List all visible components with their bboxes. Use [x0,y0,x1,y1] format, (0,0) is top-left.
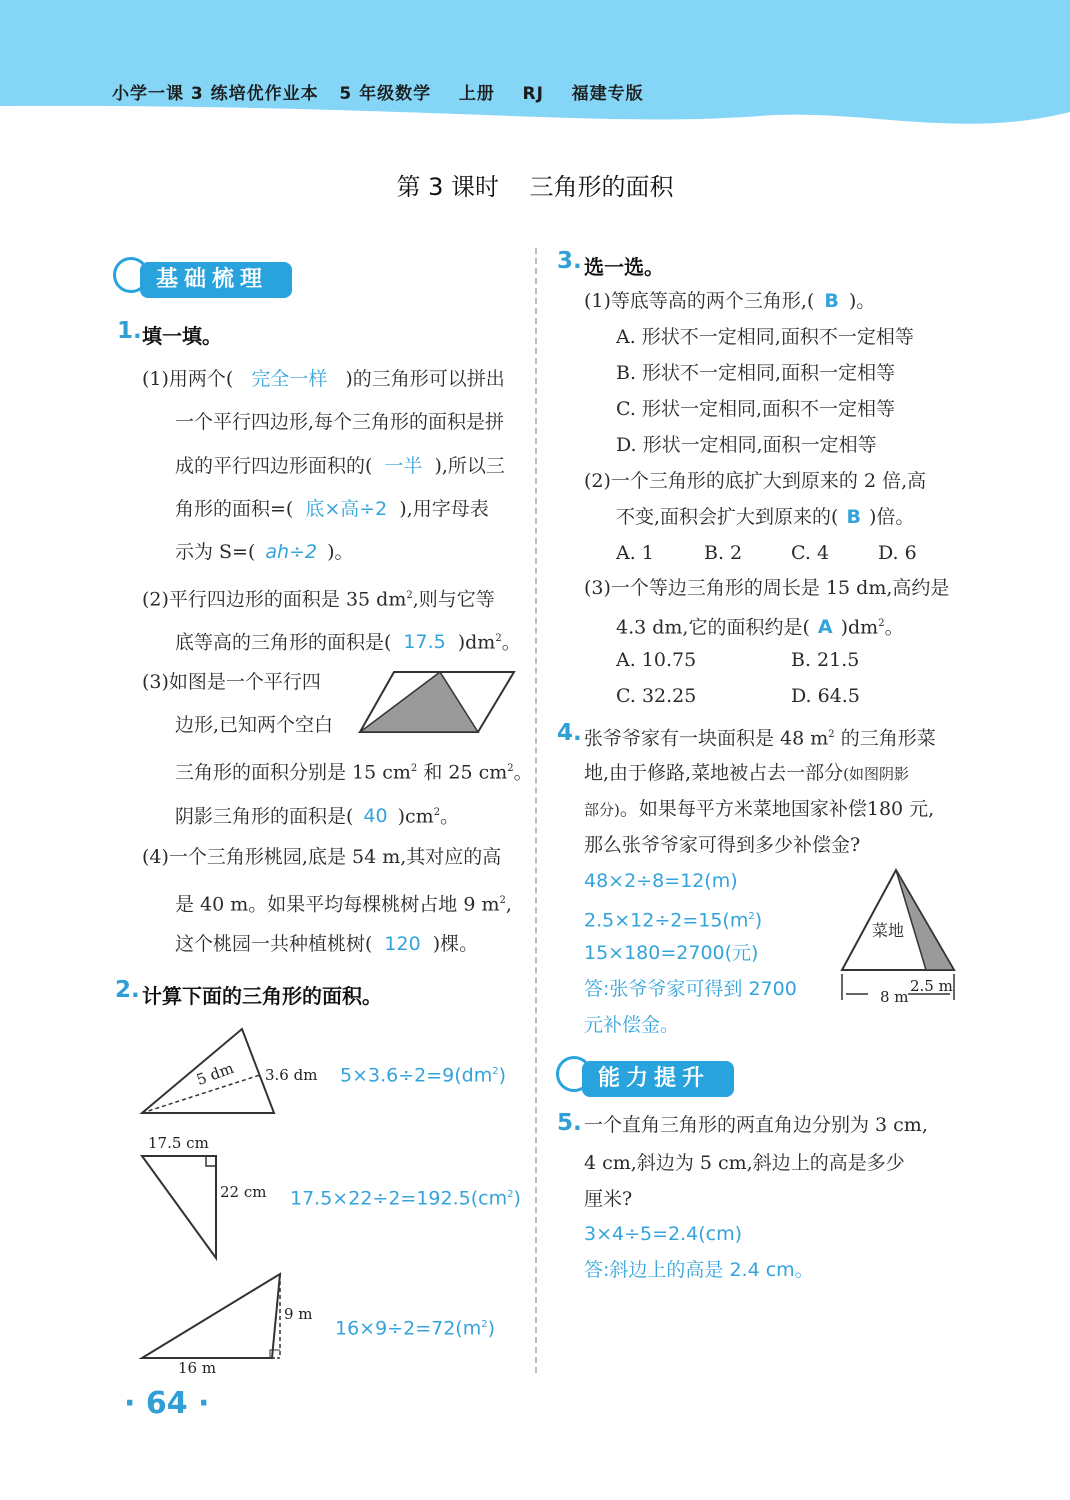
answer: 答:张爷爷家可得到 2700 [584,978,797,1000]
q1-line: 阴影三角形的面积是( 40 )$cm^2$。 [175,805,460,828]
header-text: 小学一课 3 练培优作业本 5 年级数学 上册 RJ 福建专版 [112,84,644,104]
section-banner-advance [582,1061,734,1097]
q3-option: A. 10.75 [616,649,697,671]
section-title-basic: 基础梳理 [156,267,269,292]
answer: ah÷2 [265,541,318,563]
answer: 元补偿金。 [584,1014,680,1036]
q1-line: (4)一个三角形桃园,底是 54 m,其对应的高 [142,846,502,868]
answer: 15×180=2700(元) [584,942,759,964]
q1-line: (3)如图是一个平行四 [142,671,321,693]
q3-option: D. 6 [878,542,917,564]
section-banner-basic [140,262,292,298]
answer: $17.5\times 22\div 2=192.5(cm^2)$ [290,1187,521,1210]
question-number: 4. [557,720,582,746]
q1-line: 示为 S=( ah÷2 )。 [175,541,354,563]
q1-line: (1)用两个( 完全一样 )的三角形可以拼出 [142,368,505,390]
question-number: 3. [557,248,582,274]
q5-line: 一个直角三角形的两直角边分别为 3 cm, [584,1114,928,1136]
q3-option: A. 1 [616,542,654,564]
question-heading: 计算下面的三角形的面积。 [142,984,382,1008]
q1-line: 三角形的面积分别是 15 $cm^2$ 和 25 $cm^2$。 [175,761,533,784]
answer: $16\times 9\div 2=72(m^2)$ [335,1317,496,1340]
dimension-label: 9 m [284,1305,313,1323]
q3-line: 4.3 dm,它的面积约是( A )$dm^2$。 [616,616,904,639]
page-title: 第 3 课时 三角形的面积 [396,173,674,201]
dimension-label: 3.6 dm [265,1066,318,1084]
q4-line: 部分)。如果每平方米菜地国家补偿180 元, [584,798,935,820]
q3-option: B. 2 [704,542,743,564]
dimension-label: 17.5 cm [148,1134,209,1152]
q3-line: 不变,面积会扩大到原来的( B )倍。 [616,506,915,528]
q3-option: C. 32.25 [616,685,697,707]
answer: B [824,290,839,312]
q1-line: 是 40 m。如果平均每棵桃树占地 9 $m^2$, [175,893,512,916]
q1-line: 成的平行四边形面积的( 一半 ),所以三 [175,455,505,477]
question-number: 2. [115,977,140,1003]
q5-line: 厘米? [584,1188,633,1210]
question-heading: 选一选。 [584,255,664,279]
header-band [0,0,1070,140]
q1-line: 角形的面积=( 底×高÷2 ),用字母表 [175,498,489,520]
dimension-label: 22 cm [220,1183,267,1201]
column-divider [535,248,537,1373]
q1-line: 这个桃园一共种植桃树( 120 )棵。 [175,933,479,955]
question-number: 1. [117,318,142,344]
q5-line: 4 cm,斜边为 5 cm,斜边上的高是多少 [584,1152,905,1174]
triangle-figure-3 [138,1272,284,1362]
answer: 答:斜边上的高是 2.4 cm。 [584,1259,814,1281]
dimension-label: 8 m [880,988,909,1006]
q1-line: (2)平行四边形的面积是 35 $dm^2$,则与它等 [142,588,495,611]
dimension-label: 16 m [178,1359,217,1377]
q3-line: (1)等底等高的两个三角形,( B )。 [584,290,876,312]
q4-line: 张爷爷家有一块面积是 48 $m^2$ 的三角形菜 [584,727,936,750]
q4-line: 那么张爷爷家可得到多少补偿金? [584,834,861,856]
question-number: 5. [557,1110,582,1136]
q3-option: B. 形状不一定相同,面积一定相等 [616,362,896,384]
q1-line: 底等高的三角形的面积是( 17.5 )$dm^2$。 [175,631,521,654]
answer: 完全一样 [251,368,328,390]
dimension-label: 5 dm [194,1059,237,1089]
q1-line: 边形,已知两个空白 [175,714,334,736]
q3-line: (3)一个等边三角形的周长是 15 dm,高约是 [584,577,950,599]
answer: 底×高÷2 [305,498,388,520]
answer: $5\times 3.6\div 2=9(dm^2)$ [340,1064,507,1087]
answer: A [817,616,833,639]
answer: 120 [384,933,421,955]
parallelogram-figure [358,668,518,736]
answer: $2.5\times 12\div 2=15(m^2)$ [584,909,763,932]
answer: 3×4÷5=2.4(cm) [584,1223,743,1245]
q3-option: C. 4 [791,542,830,564]
section-title-advance: 能力提升 [598,1066,711,1091]
q3-option: D. 形状一定相同,面积一定相等 [616,434,877,456]
q3-line: (2)一个三角形的底扩大到原来的 2 倍,高 [584,470,927,492]
answer: 17.5 [403,631,446,654]
q1-line: 一个平行四边形,每个三角形的面积是拼 [175,411,505,433]
q3-option: A. 形状不一定相同,面积不一定相等 [616,326,914,348]
answer: B [846,506,861,528]
q3-option: C. 形状一定相同,面积不一定相等 [616,398,895,420]
answer: 一半 [384,455,423,477]
dimension-label: 2.5 m [910,977,953,995]
page-number: · 64 · [124,1386,210,1421]
question-heading: 填一填。 [142,324,222,348]
triangle-figure-2 [140,1152,220,1262]
q3-option: B. 21.5 [791,649,860,671]
answer: 40 [363,805,388,828]
answer: 48×2÷8=12(m) [584,870,738,892]
figure-label: 菜地 [872,921,905,940]
q3-option: D. 64.5 [791,685,860,707]
q4-line: 地,由于修路,菜地被占去一部分(如图阴影 [584,762,909,784]
